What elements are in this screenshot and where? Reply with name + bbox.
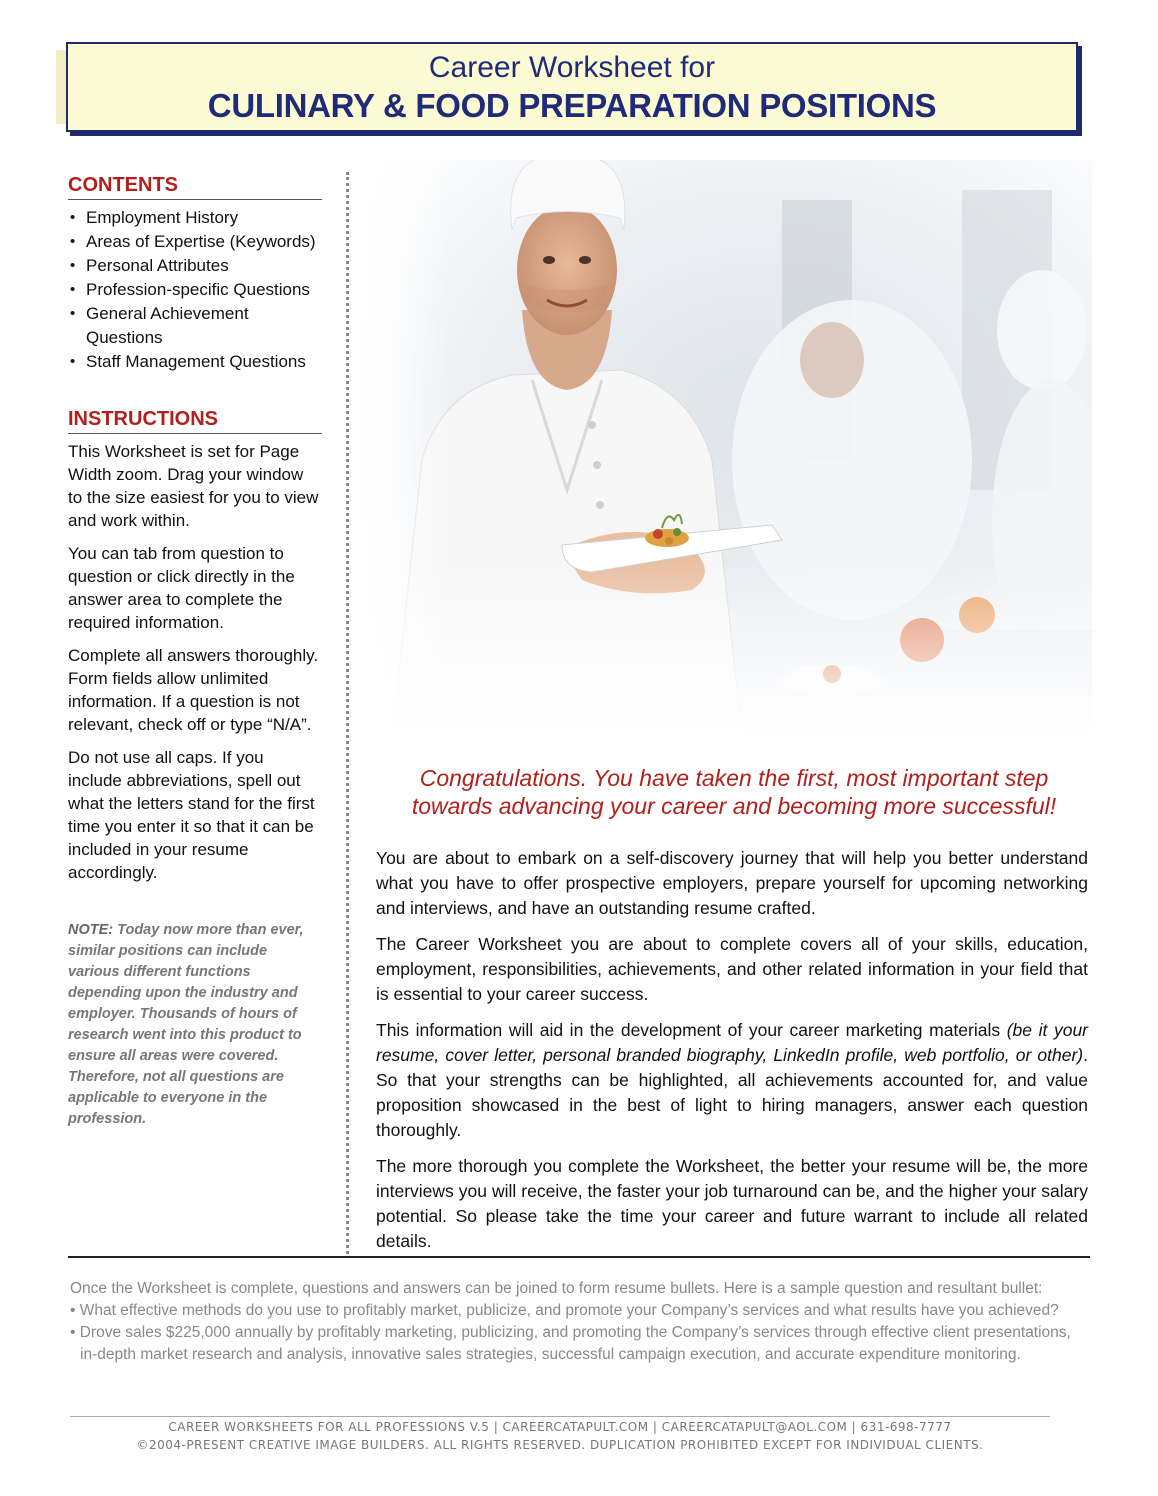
instruction-paragraph: Complete all answers thoroughly. Form fields allow unlimited information. If a question is not relevant, check off or type “N/A”. <box>68 646 319 734</box>
footer <box>70 1418 1050 1454</box>
instruction-paragraph: You can tab from question to question or click directly in the answer area to complete the required information. <box>68 544 295 632</box>
contents-item-areas-of-expertise[interactable]: • Areas of Expertise (Keywords) <box>68 230 322 254</box>
p3-italic: (be it your resume, cover letter, personal branded biography, LinkedIn profile, web portfolio, or other) <box>376 1020 1089 1065</box>
instructions-block <box>68 440 322 884</box>
footer-rule <box>70 1416 1050 1417</box>
congratulations-message <box>376 764 1092 820</box>
title-banner <box>66 42 1078 132</box>
contents-list <box>68 206 322 374</box>
sample-bullet-section <box>70 1278 1090 1366</box>
footer-copyright: ©2004-PRESENT CREATIVE IMAGE BUILDERS. ALL RIGHTS RESERVED. DUPLICATION PROHIBITED EXCEPT FOR INDIVIDUAL CLIENTS. <box>136 1438 984 1452</box>
instructions-heading: INSTRUCTIONS <box>68 408 322 434</box>
section-divider <box>68 1256 1090 1258</box>
congrats-line-1: Congratulations. You have taken the first, most important step <box>419 765 1049 791</box>
note-label: NOTE: <box>68 922 114 938</box>
contents-item-achievement-questions[interactable]: • General Achievement Questions <box>68 302 322 350</box>
p3-end: . So that your strengths can be highlighted, all achievements accounted for, and value proposition showcased in the best of light to hiring managers, answer each question thoroughly. <box>376 1045 1088 1140</box>
congrats-line-2: towards advancing your career and becoming more successful! <box>411 793 1057 819</box>
contents-item-employment-history[interactable]: • Employment History <box>68 206 322 230</box>
title-line-2: CULINARY & FOOD PREPARATION POSITIONS <box>207 87 937 124</box>
sample-bullet-line-1: • Drove sales $225,000 annually by profitably marketing, publicizing, and promoting the Company’s services through effective client presentations, <box>70 1324 1071 1341</box>
chef-photo <box>362 160 1092 734</box>
sidebar <box>68 174 322 1130</box>
instruction-paragraph: This Worksheet is set for Page Width zoom. Drag your window to the size easiest for you to view and work within. <box>68 442 319 530</box>
sample-bullet-line-2: in-depth market research and analysis, innovative sales strategies, successful campaign execution, and accurate expenditure monitoring. <box>80 1346 1021 1363</box>
contents-item-personal-attributes[interactable]: • Personal Attributes <box>68 254 322 278</box>
contents-item-profession-questions[interactable]: • Profession-specific Questions <box>68 278 322 302</box>
intro-paragraph-1: You are about to embark on a self-discovery journey that will help you better understand what you have to offer prospective employers, prepare yourself for upcoming networking and interviews, and have an outstanding resume crafted. <box>376 848 1088 918</box>
footer-contact: CAREER WORKSHEETS FOR ALL PROFESSIONS V.5 | CAREERCATAPULT.COM | CAREERCATAPULT@AOL.COM | 631-698-7777 <box>168 1420 952 1434</box>
column-divider <box>346 172 349 1254</box>
instruction-paragraph: Do not use all caps. If you include abbreviations, spell out what the letters stand for the first time you enter it so that it can be included in your resume accordingly. <box>68 748 315 882</box>
note-text: Today now more than ever, similar positions can include various different functions depending upon the industry and employer. Thousands of hours of research went into this product to ensure all areas were covered. Therefore, not all questions are applicable to everyone in the profession. <box>68 922 304 1127</box>
intro-paragraph-2: The Career Worksheet you are about to complete covers all of your skills, education, employment, responsibilities, achievements, and other related information in your field that is essential to your career success. <box>376 934 1088 1004</box>
title-line-1: Career Worksheet for <box>428 51 716 84</box>
intro-paragraph-4: The more thorough you complete the Worksheet, the better your resume will be, the more interviews you will receive, the faster your job turnaround can be, and the higher your salary potential. So please take the time your career and future warrant to include all related details. <box>376 1156 1088 1251</box>
intro-text <box>376 846 1088 1265</box>
contents-heading: CONTENTS <box>68 174 322 200</box>
p3-start: This information will aid in the development of your career marketing materials <box>376 1020 1007 1040</box>
intro-paragraph-3 <box>376 1018 1088 1143</box>
contents-item-staff-management[interactable]: • Staff Management Questions <box>68 350 322 374</box>
sample-intro: Once the Worksheet is complete, questions and answers can be joined to form resume bullets. Here is a sample question and resultant bullet: <box>70 1280 1043 1297</box>
sample-question: • What effective methods do you use to profitably market, publicize, and promote your Company’s services and what results have you achieved? <box>70 1302 1059 1319</box>
note-block <box>68 920 322 1130</box>
